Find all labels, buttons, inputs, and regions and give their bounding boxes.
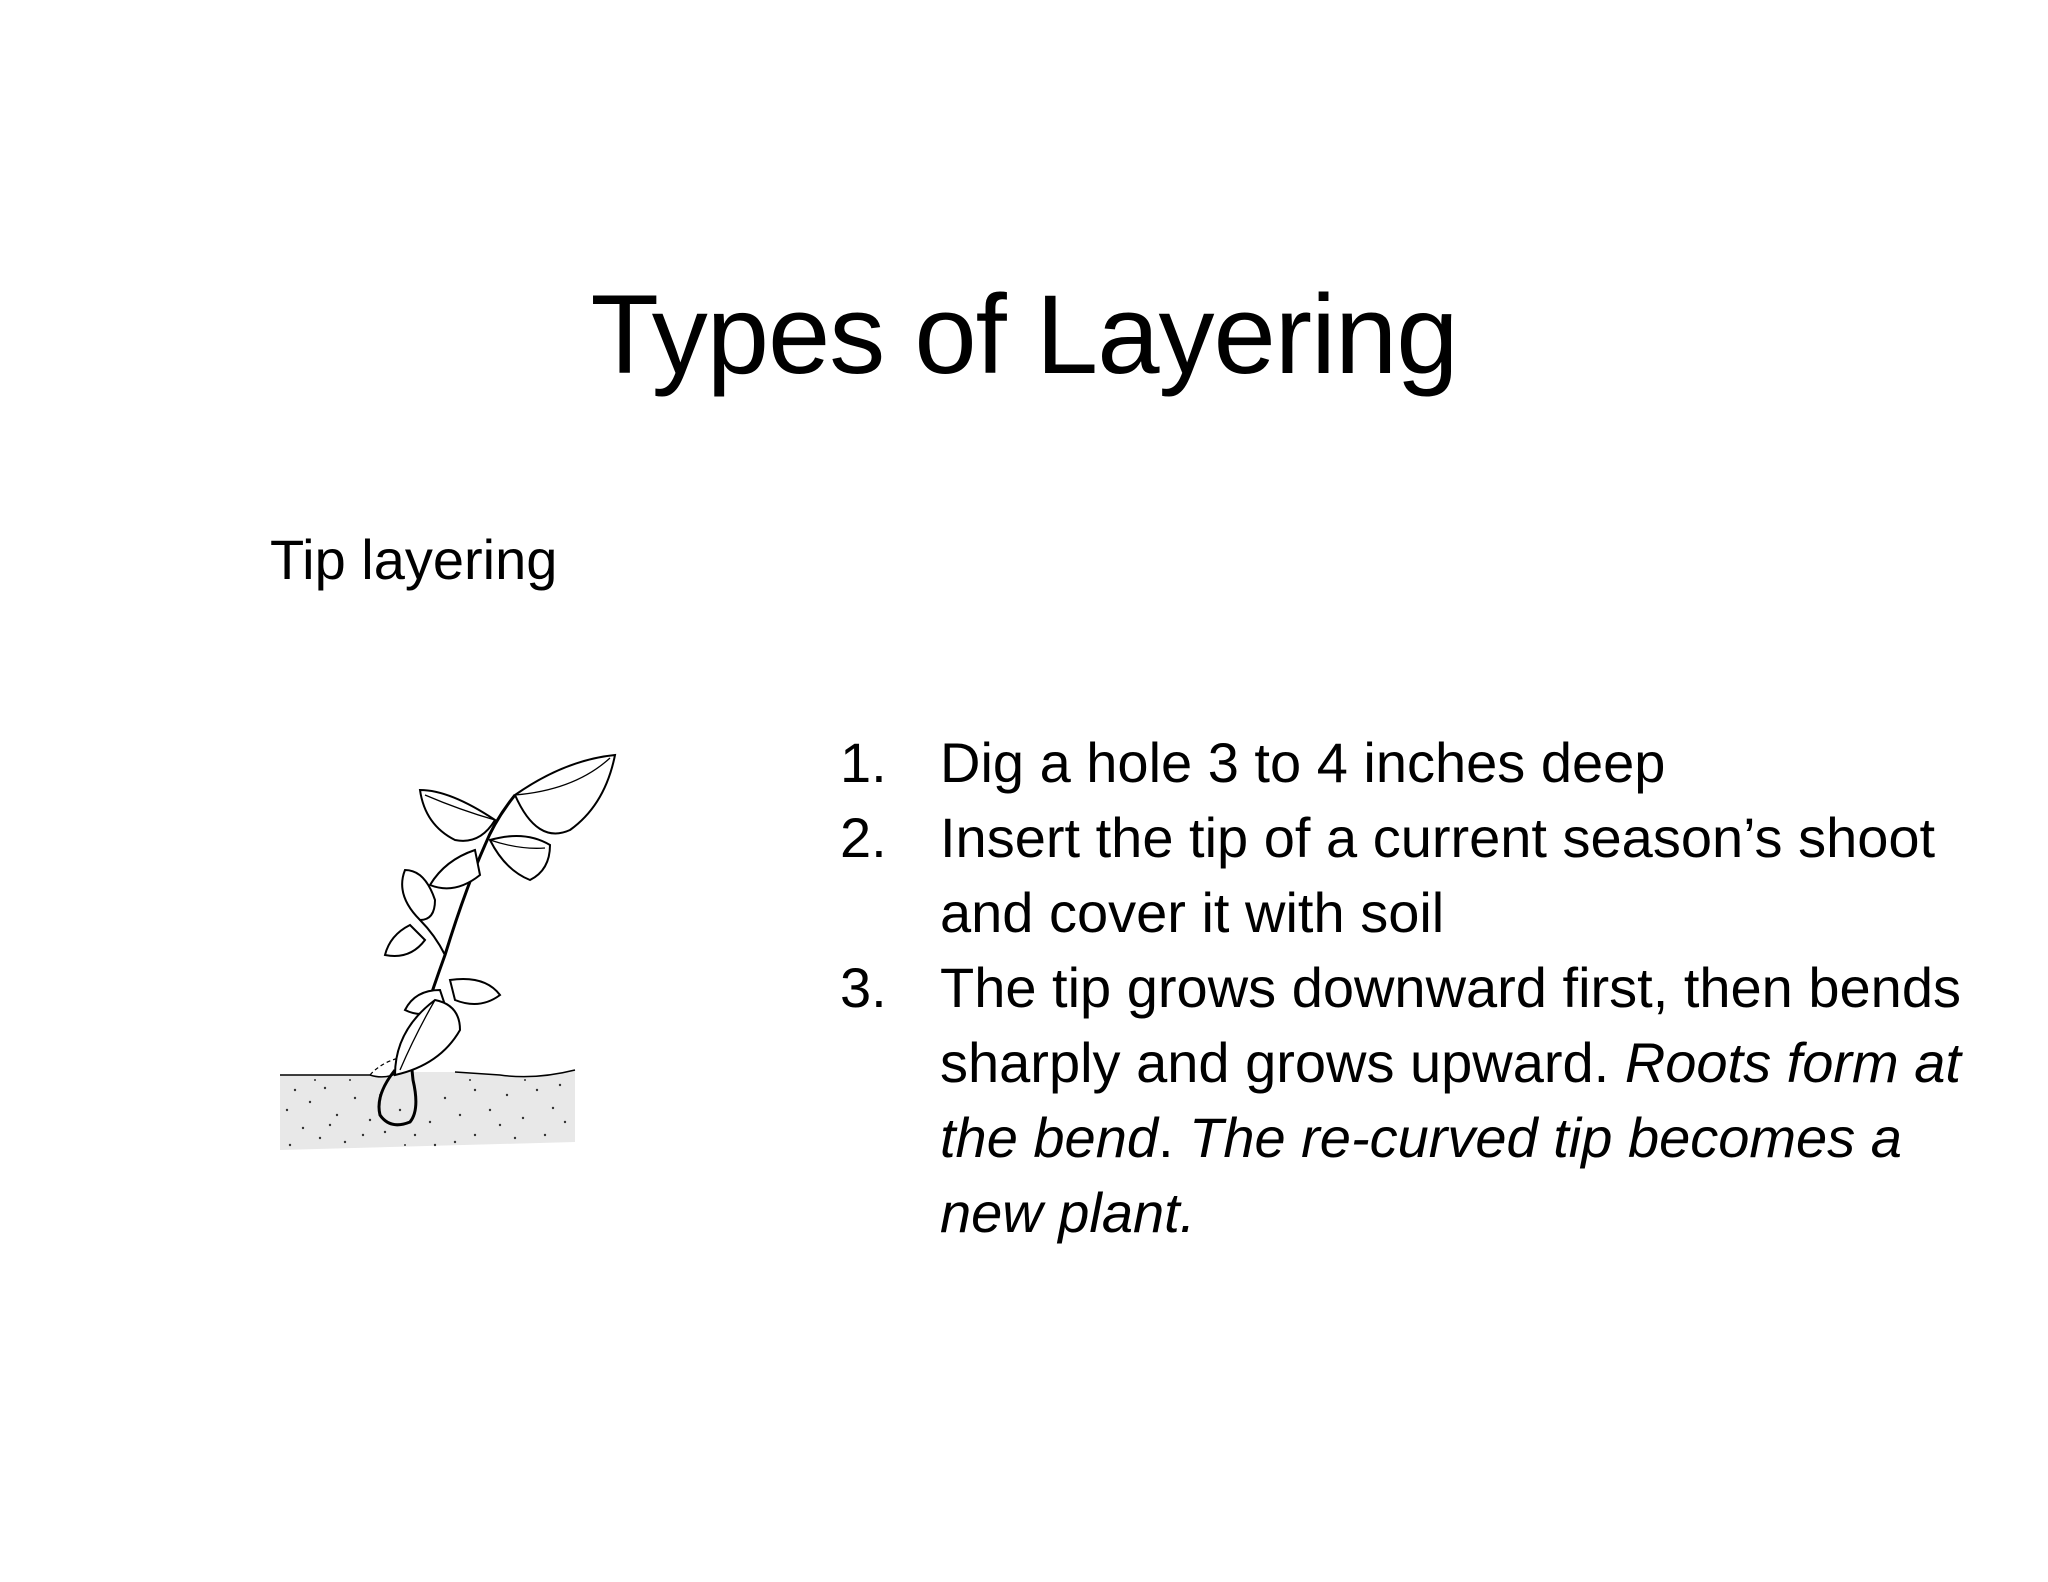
list-item: [840, 800, 1980, 950]
slide-subtitle: Tip layering: [270, 528, 558, 591]
list-item: [840, 950, 1980, 1250]
step-text: Insert the tip of a current season’s shoot and cover it with soil: [940, 806, 1936, 944]
step-emphasis: Roots form at the bend: [940, 1031, 1961, 1169]
step-punctuation: .: [1157, 1106, 1174, 1169]
list-item: [840, 725, 1980, 800]
step-text: The tip grows downward first, then bends sharply and grows upward.: [940, 956, 1961, 1094]
slide-title: Types of Layering: [590, 272, 1458, 397]
step-number: 2.: [840, 806, 887, 869]
step-number: 1.: [840, 731, 887, 794]
soil-icon: [280, 1055, 575, 1150]
leaf-icon: [385, 755, 615, 1075]
steps-list: [840, 725, 1980, 1250]
step-text: Dig a hole 3 to 4 inches deep: [940, 731, 1666, 794]
plant-tip-layering-illustration: [275, 750, 625, 1170]
step-emphasis: The re-curved tip becomes a new plant.: [940, 1106, 1902, 1244]
step-number: 3.: [840, 956, 887, 1019]
